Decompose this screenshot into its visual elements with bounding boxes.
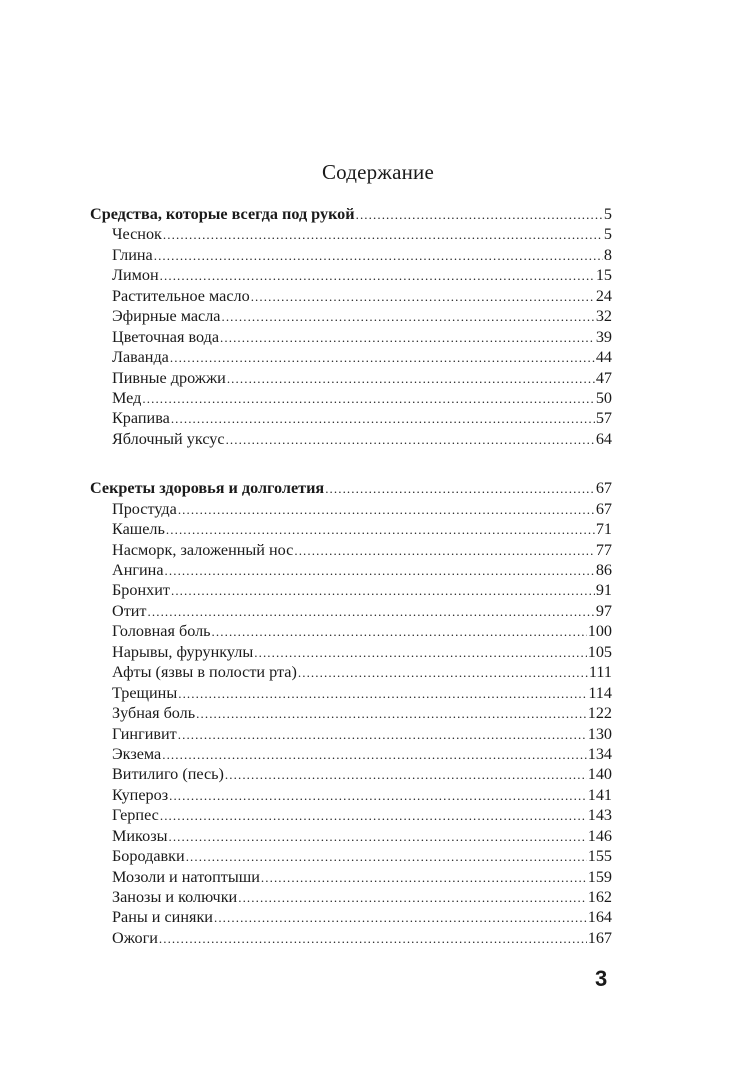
toc-entry <box>90 928 612 948</box>
toc-entry-label: Бронхит <box>112 581 170 600</box>
toc-entry <box>90 499 612 519</box>
toc-entry-page: 91 <box>595 581 612 600</box>
page-title: Содержание <box>321 160 435 184</box>
toc-entry-page: 5 <box>603 205 612 223</box>
toc-entry <box>90 846 612 866</box>
toc-leader-dots <box>298 663 588 683</box>
toc-leader-dots <box>225 765 587 785</box>
toc-section-1 <box>90 204 612 449</box>
toc-entry-page: 67 <box>595 499 612 518</box>
toc-entry-label: Трещины <box>112 683 178 702</box>
toc-entry <box>90 245 612 265</box>
toc-entry-page: 155 <box>587 847 612 866</box>
toc-leader-dots <box>163 225 603 245</box>
toc-leader-dots <box>171 581 595 601</box>
toc-entry-label: Пивные дрожжи <box>112 368 226 387</box>
toc-leader-dots <box>227 369 595 389</box>
toc-entry-label: Афты (язвы в полости рта) <box>112 663 297 682</box>
toc-entry-label: Растительное масло <box>112 286 250 305</box>
toc-leader-dots <box>178 500 595 520</box>
toc-entry <box>90 580 612 600</box>
toc-leader-dots <box>169 786 587 806</box>
toc-entry-label: Цветочная вода <box>112 327 220 346</box>
toc-entry-page: 57 <box>595 409 612 428</box>
toc-entry-page: 140 <box>587 765 612 784</box>
toc-entry-page: 71 <box>595 520 612 539</box>
toc-entry-label: Занозы и колючки <box>112 888 238 906</box>
toc-entry-label: Глина <box>112 245 153 264</box>
toc-entry-page: 114 <box>588 683 612 702</box>
toc-entry-page: 164 <box>587 908 612 927</box>
toc-leader-dots <box>186 847 587 867</box>
toc-entry-page: 143 <box>587 806 612 825</box>
toc-entry <box>90 306 612 326</box>
toc-entry-label: Головная боль <box>112 622 211 641</box>
toc-leader-dots <box>196 704 587 724</box>
toc-section-2 <box>90 478 612 948</box>
toc-entry <box>90 327 612 347</box>
toc-section-heading <box>90 478 612 498</box>
toc-entry-page: 100 <box>587 622 612 641</box>
toc-entry-label: Ангина <box>112 561 164 579</box>
toc-entry-label: Простуда <box>112 499 177 518</box>
toc-entry <box>90 519 612 539</box>
toc-entry-page: 162 <box>587 888 612 906</box>
toc-entry-label: Средства, которые всегда под рукой <box>90 205 355 223</box>
toc-leader-dots <box>165 561 595 581</box>
toc-entry-label: Мозоли и натоптыши <box>112 867 260 886</box>
toc-entry <box>90 224 612 244</box>
toc-leader-dots <box>160 806 587 826</box>
toc-entry <box>90 703 612 723</box>
toc-entry <box>90 368 612 388</box>
toc-leader-dots <box>261 868 587 888</box>
toc-entry-page: 141 <box>587 785 612 804</box>
toc-entry-label: Насморк, заложенный нос <box>112 540 294 559</box>
toc-entry-page: 130 <box>587 724 612 743</box>
toc-entry <box>90 826 612 846</box>
toc-entry-page: 86 <box>595 561 612 579</box>
toc-entry-label: Чеснок <box>112 225 162 244</box>
toc-entry-page: 159 <box>587 867 612 886</box>
toc-entry-label: Экзема <box>112 744 162 763</box>
toc-leader-dots <box>214 908 587 928</box>
toc-entry-label: Лаванда <box>112 348 169 367</box>
toc-entry-page: 97 <box>595 601 612 620</box>
toc-leader-dots <box>154 246 603 266</box>
toc-entry-page: 50 <box>595 388 612 407</box>
toc-entry <box>90 347 612 367</box>
toc-entry-page: 146 <box>587 826 612 845</box>
toc-entry <box>90 601 612 621</box>
toc-entry <box>90 907 612 927</box>
page-number: 3 <box>595 966 608 991</box>
toc-leader-dots <box>221 307 594 327</box>
toc-entry-label: Гингивит <box>112 724 177 743</box>
toc-entry-label: Секреты здоровья и долголетия <box>90 479 325 498</box>
toc-entry <box>90 662 612 682</box>
toc-entry-page: 77 <box>595 540 612 559</box>
toc-leader-dots <box>162 745 586 765</box>
toc-entry <box>90 887 612 907</box>
toc-entry-page: 15 <box>595 266 612 285</box>
toc-leader-dots <box>142 389 594 409</box>
toc-entry-label: Раны и синяки <box>112 908 213 927</box>
toc-entry-page: 47 <box>595 368 612 387</box>
toc-entry-label: Купероз <box>112 785 169 804</box>
toc-leader-dots <box>178 725 587 745</box>
toc-entry <box>90 724 612 744</box>
toc-leader-dots <box>254 643 586 663</box>
toc-entry-label: Ожоги <box>112 928 158 947</box>
toc-entry <box>90 265 612 285</box>
toc-entry <box>90 540 612 560</box>
toc-entry-label: Яблочный уксус <box>112 429 225 448</box>
toc-entry-page: 39 <box>595 327 612 346</box>
toc-entry-page: 24 <box>595 286 612 305</box>
toc-entry <box>90 764 612 784</box>
toc-entry-page: 105 <box>587 642 612 661</box>
toc-entry-label: Бородавки <box>112 847 185 866</box>
toc-entry-page: 111 <box>588 663 612 682</box>
toc-leader-dots <box>148 602 595 622</box>
toc-entry <box>90 744 612 764</box>
table-of-contents <box>90 204 612 977</box>
toc-entry <box>90 429 612 449</box>
toc-entry <box>90 867 612 887</box>
toc-leader-dots <box>212 622 587 642</box>
toc-entry-page: 64 <box>595 429 612 448</box>
toc-entry <box>90 286 612 306</box>
toc-entry-label: Микозы <box>112 826 168 845</box>
toc-entry-page: 44 <box>595 348 612 367</box>
toc-entry-label: Крапива <box>112 409 170 428</box>
toc-entry-label: Зубная боль <box>112 704 196 723</box>
toc-section-heading <box>90 204 612 224</box>
toc-entry-page: 8 <box>603 245 612 264</box>
toc-entry-page: 134 <box>587 744 612 763</box>
toc-entry-label: Нарывы, фурункулы <box>112 642 254 661</box>
toc-entry-label: Мед <box>112 388 142 407</box>
toc-entry <box>90 621 612 641</box>
toc-entry <box>90 408 612 428</box>
toc-leader-dots <box>159 929 587 949</box>
toc-entry <box>90 642 612 662</box>
toc-entry-page: 5 <box>603 225 612 244</box>
toc-entry-label: Герпес <box>112 806 159 825</box>
toc-entry-page: 167 <box>587 928 612 947</box>
toc-entry-label: Кашель <box>112 520 165 539</box>
toc-leader-dots <box>160 266 595 286</box>
toc-entry <box>90 683 612 703</box>
toc-leader-dots <box>171 409 595 429</box>
toc-leader-dots <box>238 888 586 908</box>
toc-leader-dots <box>294 541 594 561</box>
toc-leader-dots <box>166 520 595 540</box>
toc-leader-dots <box>168 827 586 847</box>
toc-entry-label: Отит <box>112 601 147 620</box>
toc-entry-page: 32 <box>595 307 612 326</box>
toc-entry <box>90 805 612 825</box>
toc-leader-dots <box>226 430 595 450</box>
toc-entry-page: 122 <box>587 704 612 723</box>
toc-entry-label: Витилиго (песь) <box>112 765 224 784</box>
toc-entry <box>90 785 612 805</box>
toc-leader-dots <box>325 479 595 499</box>
toc-entry <box>90 560 612 580</box>
toc-entry-label: Лимон <box>112 266 159 285</box>
toc-entry-label: Эфирные масла <box>112 307 221 326</box>
toc-leader-dots <box>178 684 587 704</box>
toc-leader-dots <box>251 287 595 307</box>
toc-leader-dots <box>170 348 595 368</box>
toc-entry-page: 67 <box>595 479 612 498</box>
toc-leader-dots <box>356 205 603 225</box>
toc-leader-dots <box>220 328 595 348</box>
toc-entry <box>90 388 612 408</box>
